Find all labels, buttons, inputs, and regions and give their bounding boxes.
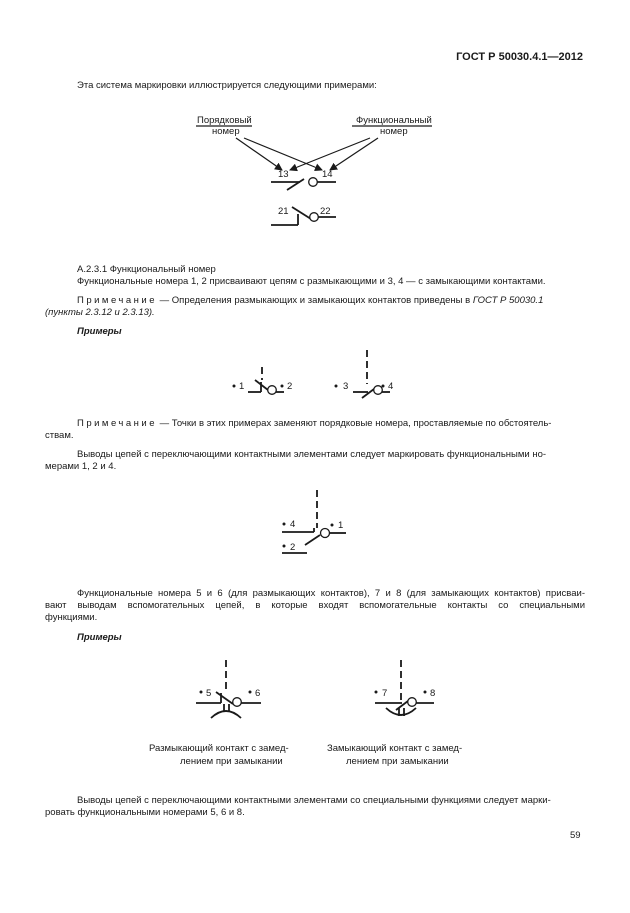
page-number: 59 bbox=[570, 830, 581, 841]
number-5: 5 bbox=[206, 688, 212, 699]
caption-left-line2: лением при замыкании bbox=[180, 756, 283, 767]
number-21: 21 bbox=[278, 206, 289, 217]
note2-text: — Точки в этих примерах заменяют порядковые номера, проставляемые по обстоятель- bbox=[157, 418, 552, 429]
delay-arc-right bbox=[386, 708, 416, 715]
note1-reference: ГОСТ Р 50030.1 bbox=[472, 295, 544, 306]
note1-label: Примечание bbox=[77, 295, 157, 306]
para2-line1: Выводы цепей с переключающими контактными элементами следует маркировать функциональными но- bbox=[77, 449, 547, 460]
label-functional-number-line1: Функциональный bbox=[356, 115, 432, 126]
number-13: 13 bbox=[278, 169, 289, 180]
number-14: 14 bbox=[322, 169, 333, 180]
intro-text: Эта система маркировки иллюстрируется следующими примерами: bbox=[77, 80, 377, 91]
number-4-changeover: 4 bbox=[290, 519, 296, 530]
number-1: 1 bbox=[239, 381, 245, 392]
number-2: 2 bbox=[287, 381, 293, 392]
number-8: 8 bbox=[430, 688, 436, 699]
note1-line2: (пункты 2.3.12 и 2.3.13). bbox=[45, 307, 155, 318]
label-ordinal-number-line1: Порядковый bbox=[197, 115, 252, 126]
caption-right-line1: Замыкающий контакт с замед- bbox=[327, 743, 463, 754]
label-ordinal-number-line2: номер bbox=[212, 126, 240, 137]
number-22: 22 bbox=[320, 206, 331, 217]
number-4: 4 bbox=[388, 381, 394, 392]
delay-arc-left bbox=[211, 711, 241, 718]
number-2-changeover: 2 bbox=[290, 542, 296, 553]
document-header: ГОСТ Р 50030.4.1—2012 bbox=[456, 51, 583, 63]
terminal-6 bbox=[233, 698, 242, 707]
label-functional-number-line2: номер bbox=[380, 126, 408, 137]
para3-line3: функциями. bbox=[45, 612, 98, 623]
number-6: 6 bbox=[255, 688, 261, 699]
para3-line2: вают выводам вспомогательных цепей, в которые входят вспомогательные контакты со специальными bbox=[45, 600, 585, 611]
dot-6 bbox=[249, 691, 252, 694]
section-text: Функциональные номера 1, 2 присваивают цепям с размыкающими и 3, 4 — с замыкающими контактами. bbox=[77, 276, 546, 287]
para4-line1: Выводы цепей с переключающими контактными элементами со специальными функциями следует марки- bbox=[77, 795, 551, 806]
dot-5 bbox=[200, 691, 203, 694]
note2-line2: ствам. bbox=[45, 430, 74, 441]
examples-heading-1: Примеры bbox=[77, 326, 122, 337]
para4-line2: ровать функциональными номерами 5, 6 и 8. bbox=[45, 807, 245, 818]
note2-label: Примечание bbox=[77, 418, 157, 429]
para2-line2: мерами 1, 2 и 4. bbox=[45, 461, 117, 472]
examples-heading-2: Примеры bbox=[77, 632, 122, 643]
caption-right-line2: лением при замыкании bbox=[346, 756, 449, 767]
caption-left-line1: Размыкающий контакт с замед- bbox=[149, 743, 289, 754]
number-1-changeover: 1 bbox=[338, 520, 344, 531]
section-title: А.2.3.1 Функциональный номер bbox=[77, 264, 216, 275]
para3-line1: Функциональные номера 5 и 6 (для размыкающих контактов), 7 и 8 (для замыкающих контактов) присваи- bbox=[77, 588, 585, 599]
dot-7 bbox=[375, 691, 378, 694]
terminal-8 bbox=[408, 698, 417, 707]
number-3: 3 bbox=[343, 381, 349, 392]
dot-8 bbox=[424, 691, 427, 694]
number-7: 7 bbox=[382, 688, 388, 699]
note1-text: — Определения размыкающих и замыкающих контактов приведены в bbox=[157, 295, 473, 306]
